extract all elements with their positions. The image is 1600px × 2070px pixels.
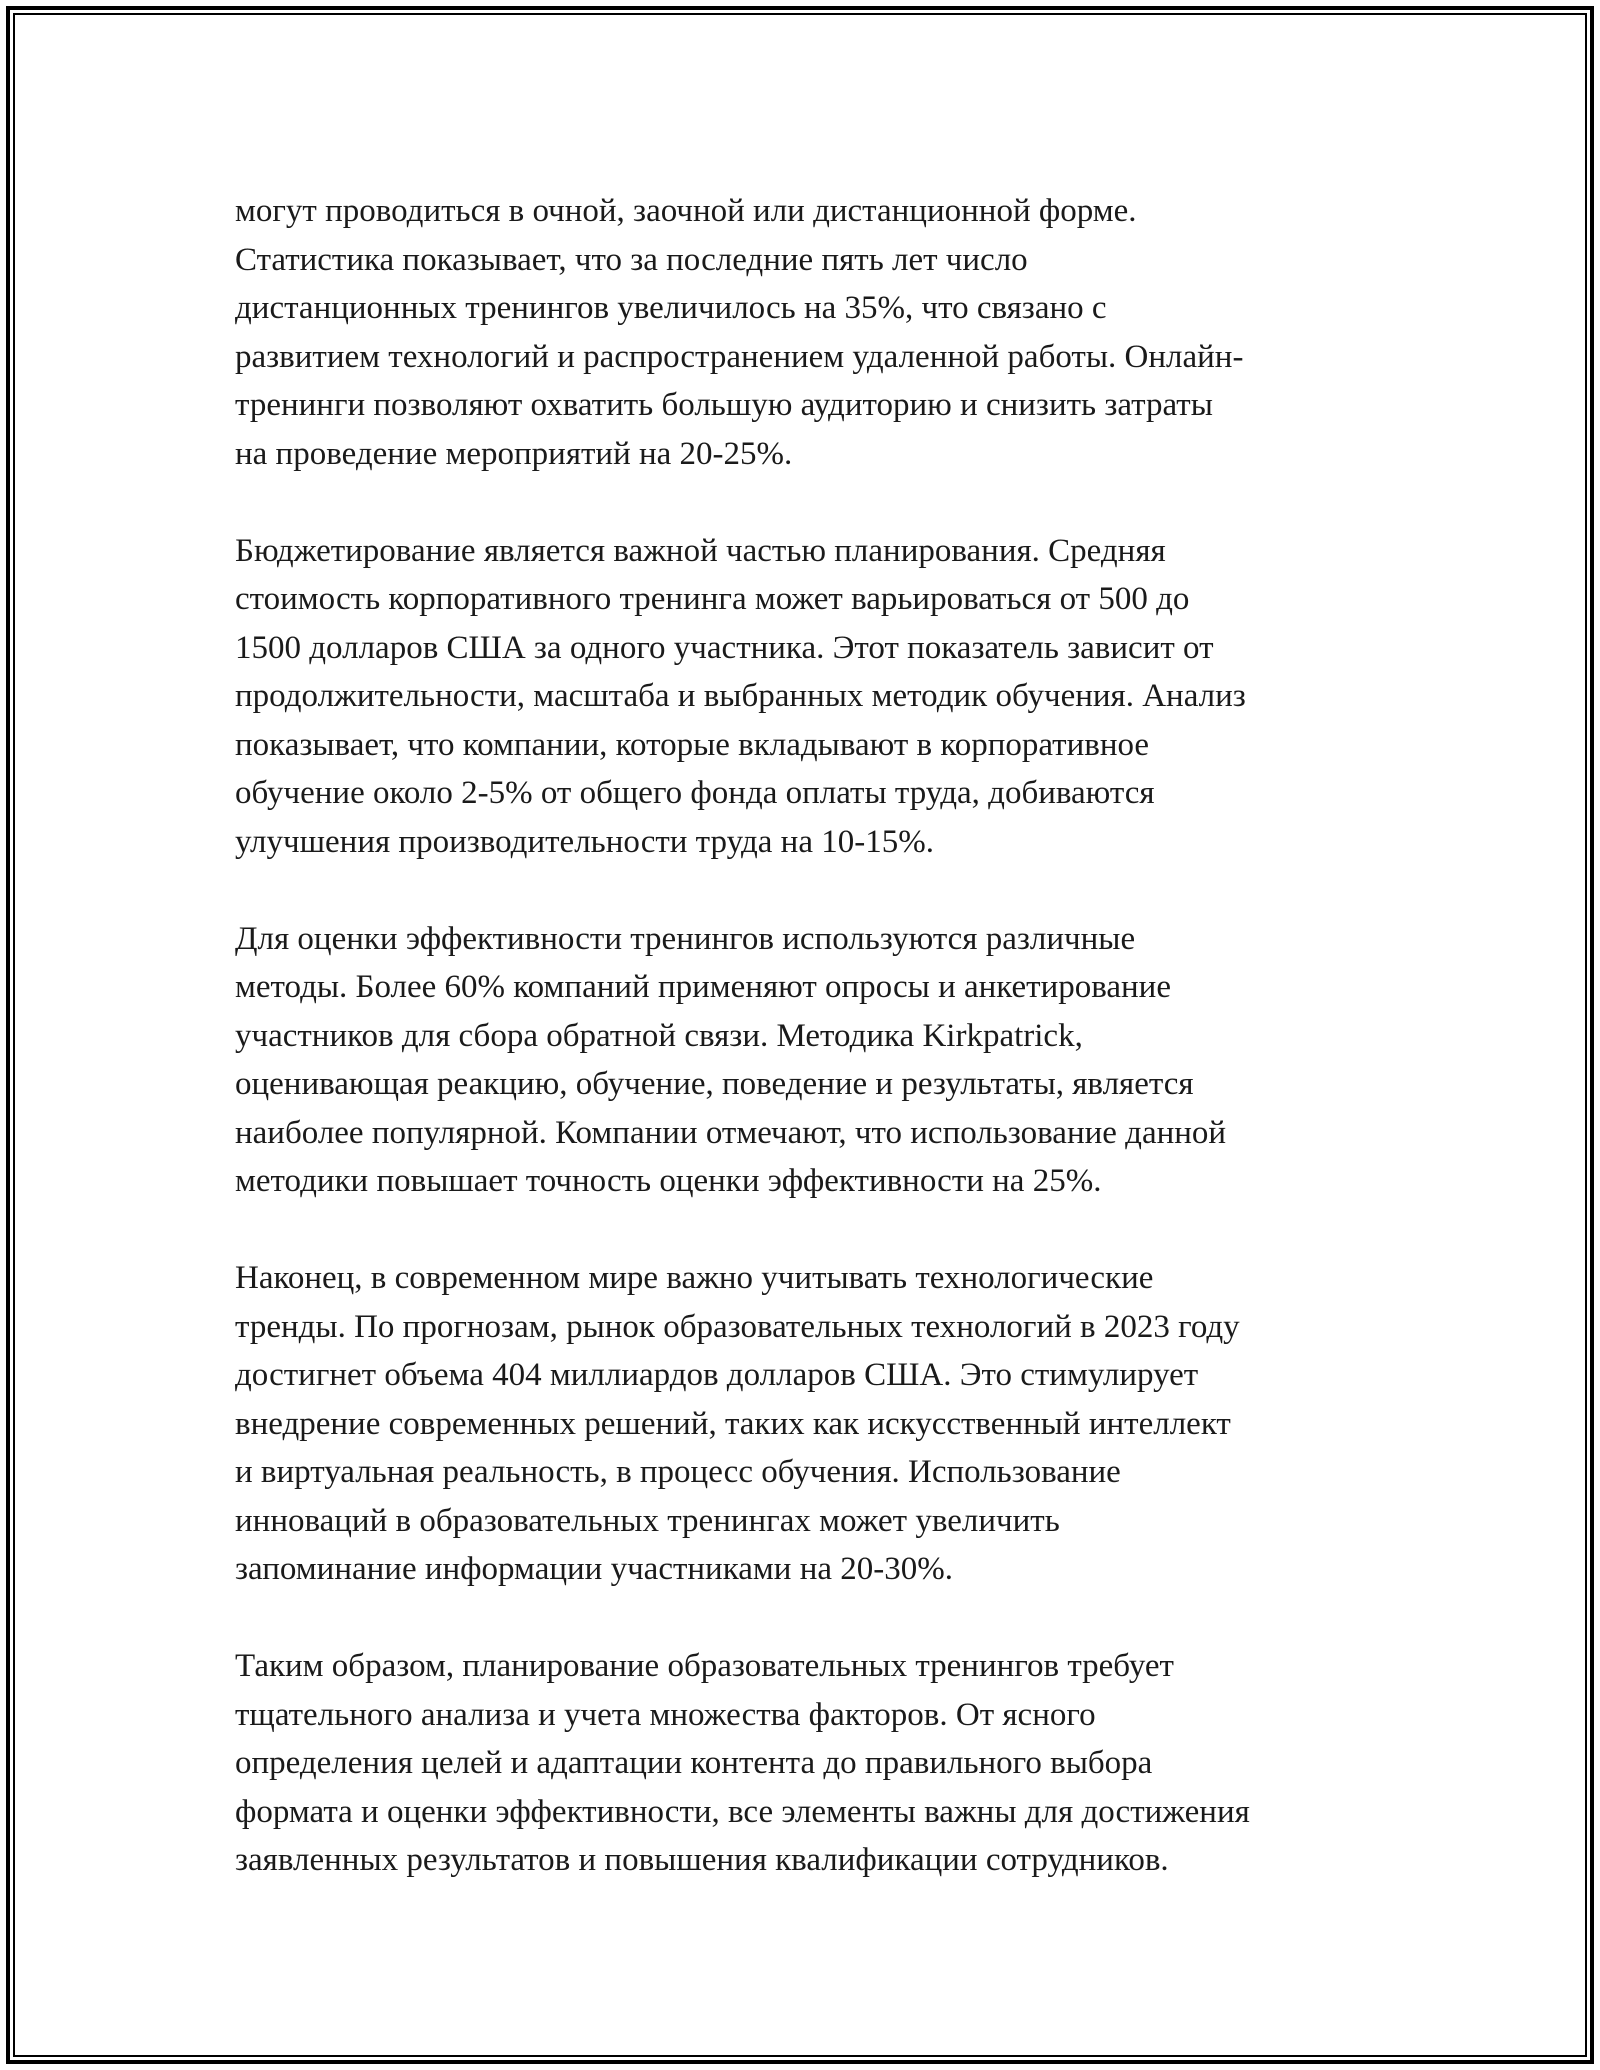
paragraph-budgeting: Бюджетирование является важной частью планирования. Средняя стоимость корпоративного тренинга может варьироваться от 500 до 1500 долларов США за одного участника. Этот показатель зависит от продолжительности, масштаба и выбранных методик обучения. Анализ показывает, что компании, которые вкладывают в корпоративное обучение около 2-5% от общего фонда оплаты труда, добиваются улучшения производительности труда на 10-15%.	[235, 532, 1246, 860]
document-body	[235, 187, 1375, 1885]
paragraph-technology-trends: Наконец, в современном мире важно учитывать технологические тренды. По прогнозам, рынок образовательных технологий в 2023 году достигнет объема 404 миллиардов долларов США. Это стимулирует внедрение современных решений, таких как искусственный интеллект и виртуальная реальность, в процесс обучения. Использование инноваций в образовательных тренингах может увеличить запоминание информации участниками на 20-30%.	[235, 1260, 1240, 1587]
paragraph-training-formats: могут проводиться в очной, заочной или дистанционной форме. Статистика показывает, что за последние пять лет число дистанционных тренингов увеличилось на 35%, что связано с развитием технологий и распространением удаленной работы. Онлайн- тренинги позволяют охватить большую аудиторию и снизить затраты на проведение мероприятий на 20-25%.	[235, 193, 1244, 472]
paragraph-conclusion: Таким образом, планирование образовательных тренингов требует тщательного анализа и учета множества факторов. От ясного определения целей и адаптации контента до правильного выбора формата и оценки эффективности, все элементы важны для достижения заявленных результатов и повышения квалификации сотрудников.	[235, 1648, 1250, 1878]
paragraph-effectiveness-evaluation: Для оценки эффективности тренингов используются различные методы. Более 60% компаний применяют опросы и анкетирование участников для сбора обратной связи. Методика Kirkpatrick, оценивающая реакцию, обучение, поведение и результаты, является наиболее популярной. Компании отмечают, что использование данной методики повышает точность оценки эффективности на 25%.	[235, 920, 1227, 1199]
